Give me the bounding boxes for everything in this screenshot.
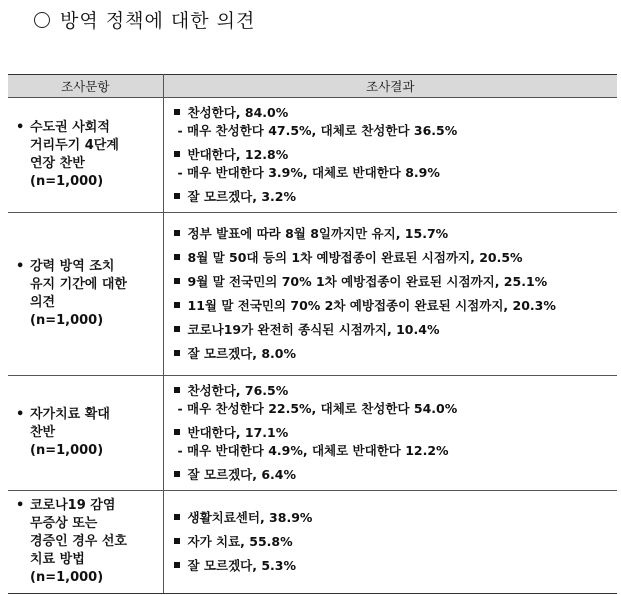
sample-size: (n=1,000) <box>30 174 104 189</box>
circle-bullet-icon <box>34 12 50 28</box>
square-bullet-icon <box>174 387 180 393</box>
question-line: 경증인 경우 선호 <box>30 534 127 549</box>
question-line: 거리두기 4단계 <box>30 138 119 153</box>
sample-size: (n=1,000) <box>30 313 104 328</box>
question-line: 코로나19 감염 <box>30 498 116 513</box>
result-cell <box>163 491 617 594</box>
result-text: 찬성한다, 76.5% <box>187 383 289 398</box>
question-line: 무증상 또는 <box>30 516 98 531</box>
result-text: 잘 모르겠다, 3.2% <box>187 189 296 204</box>
survey-table <box>8 74 617 594</box>
result-text: 반대한다, 17.1% <box>187 425 289 440</box>
square-bullet-icon <box>174 109 180 115</box>
result-item <box>174 557 614 575</box>
question-line: 치료 방법 <box>30 552 85 567</box>
square-bullet-icon <box>174 350 180 356</box>
square-bullet-icon <box>174 514 180 520</box>
result-item <box>174 104 614 140</box>
header-result: 조사결과 <box>163 75 617 98</box>
question-text <box>8 497 163 587</box>
result-item <box>174 249 614 267</box>
table-row <box>8 213 617 376</box>
square-bullet-icon <box>174 302 180 308</box>
heading-text: 방역 정책에 대한 의견 <box>60 10 256 32</box>
question-line: 유지 기간에 대한 <box>30 277 127 292</box>
result-text: 잘 모르겠다, 8.0% <box>187 346 296 361</box>
question-line: 수도권 사회적 <box>30 120 110 135</box>
result-text: 자가 치료, 55.8% <box>187 534 293 549</box>
result-text: 8월 말 50대 등의 1차 예방접종이 완료된 시점까지, 20.5% <box>187 250 523 265</box>
result-item <box>174 188 614 206</box>
question-line: 자가치료 확대 <box>30 407 110 422</box>
result-text: 11월 말 전국민의 70% 2차 예방접종이 완료된 시점까지, 20.3% <box>187 298 556 313</box>
bullet-icon: • <box>16 407 25 422</box>
question-cell <box>8 491 163 594</box>
result-item <box>174 424 614 460</box>
square-bullet-icon <box>174 193 180 199</box>
square-bullet-icon <box>174 429 180 435</box>
result-text: 정부 발표에 따라 8월 8일까지만 유지, 15.7% <box>187 226 449 241</box>
header-question: 조사문항 <box>8 75 163 98</box>
question-line: 의견 <box>30 295 56 310</box>
question-text <box>8 258 163 330</box>
result-item <box>174 345 614 363</box>
result-item <box>174 146 614 182</box>
table-header-row <box>8 75 617 98</box>
result-text: 9월 말 전국민의 70% 1차 예방접종이 완료된 시점까지, 25.1% <box>187 274 548 289</box>
result-cell <box>163 376 617 491</box>
result-text: 잘 모르겠다, 6.4% <box>187 467 296 482</box>
result-text: 잘 모르겠다, 5.3% <box>187 558 296 573</box>
result-subtext: - 매우 찬성한다 22.5%, 대체로 찬성한다 54.0% <box>177 401 458 416</box>
question-cell <box>8 213 163 376</box>
result-item <box>174 225 614 243</box>
result-item <box>174 466 614 484</box>
result-subtext: - 매우 반대한다 4.9%, 대체로 반대한다 12.2% <box>177 443 449 458</box>
question-text <box>8 406 163 460</box>
sample-size: (n=1,000) <box>30 570 104 585</box>
table-row <box>8 491 617 594</box>
section-heading <box>34 6 255 33</box>
result-item <box>174 297 614 315</box>
square-bullet-icon <box>174 278 180 284</box>
result-item <box>174 382 614 418</box>
question-cell <box>8 376 163 491</box>
square-bullet-icon <box>174 254 180 260</box>
result-subtext: - 매우 반대한다 3.9%, 대체로 반대한다 8.9% <box>177 165 440 180</box>
question-line: 연장 찬반 <box>30 156 85 171</box>
question-line: 강력 방역 조치 <box>30 259 115 274</box>
table-row <box>8 98 617 213</box>
table-row <box>8 376 617 491</box>
result-text: 생활치료센터, 38.9% <box>187 510 313 525</box>
result-text: 코로나19가 완전히 종식된 시점까지, 10.4% <box>187 322 440 337</box>
result-subtext: - 매우 찬성한다 47.5%, 대체로 찬성한다 36.5% <box>177 123 458 138</box>
square-bullet-icon <box>174 326 180 332</box>
bullet-icon: • <box>16 120 25 135</box>
question-line: 찬반 <box>30 425 56 440</box>
result-item <box>174 533 614 551</box>
question-text <box>8 119 163 191</box>
result-text: 찬성한다, 84.0% <box>187 105 289 120</box>
result-cell <box>163 98 617 213</box>
bullet-icon: • <box>16 259 25 274</box>
result-item <box>174 273 614 291</box>
result-item <box>174 509 614 527</box>
question-cell <box>8 98 163 213</box>
sample-size: (n=1,000) <box>30 443 104 458</box>
square-bullet-icon <box>174 230 180 236</box>
result-text: 반대한다, 12.8% <box>187 147 289 162</box>
result-cell <box>163 213 617 376</box>
bullet-icon: • <box>16 498 25 513</box>
square-bullet-icon <box>174 151 180 157</box>
square-bullet-icon <box>174 562 180 568</box>
square-bullet-icon <box>174 471 180 477</box>
square-bullet-icon <box>174 538 180 544</box>
result-item <box>174 321 614 339</box>
